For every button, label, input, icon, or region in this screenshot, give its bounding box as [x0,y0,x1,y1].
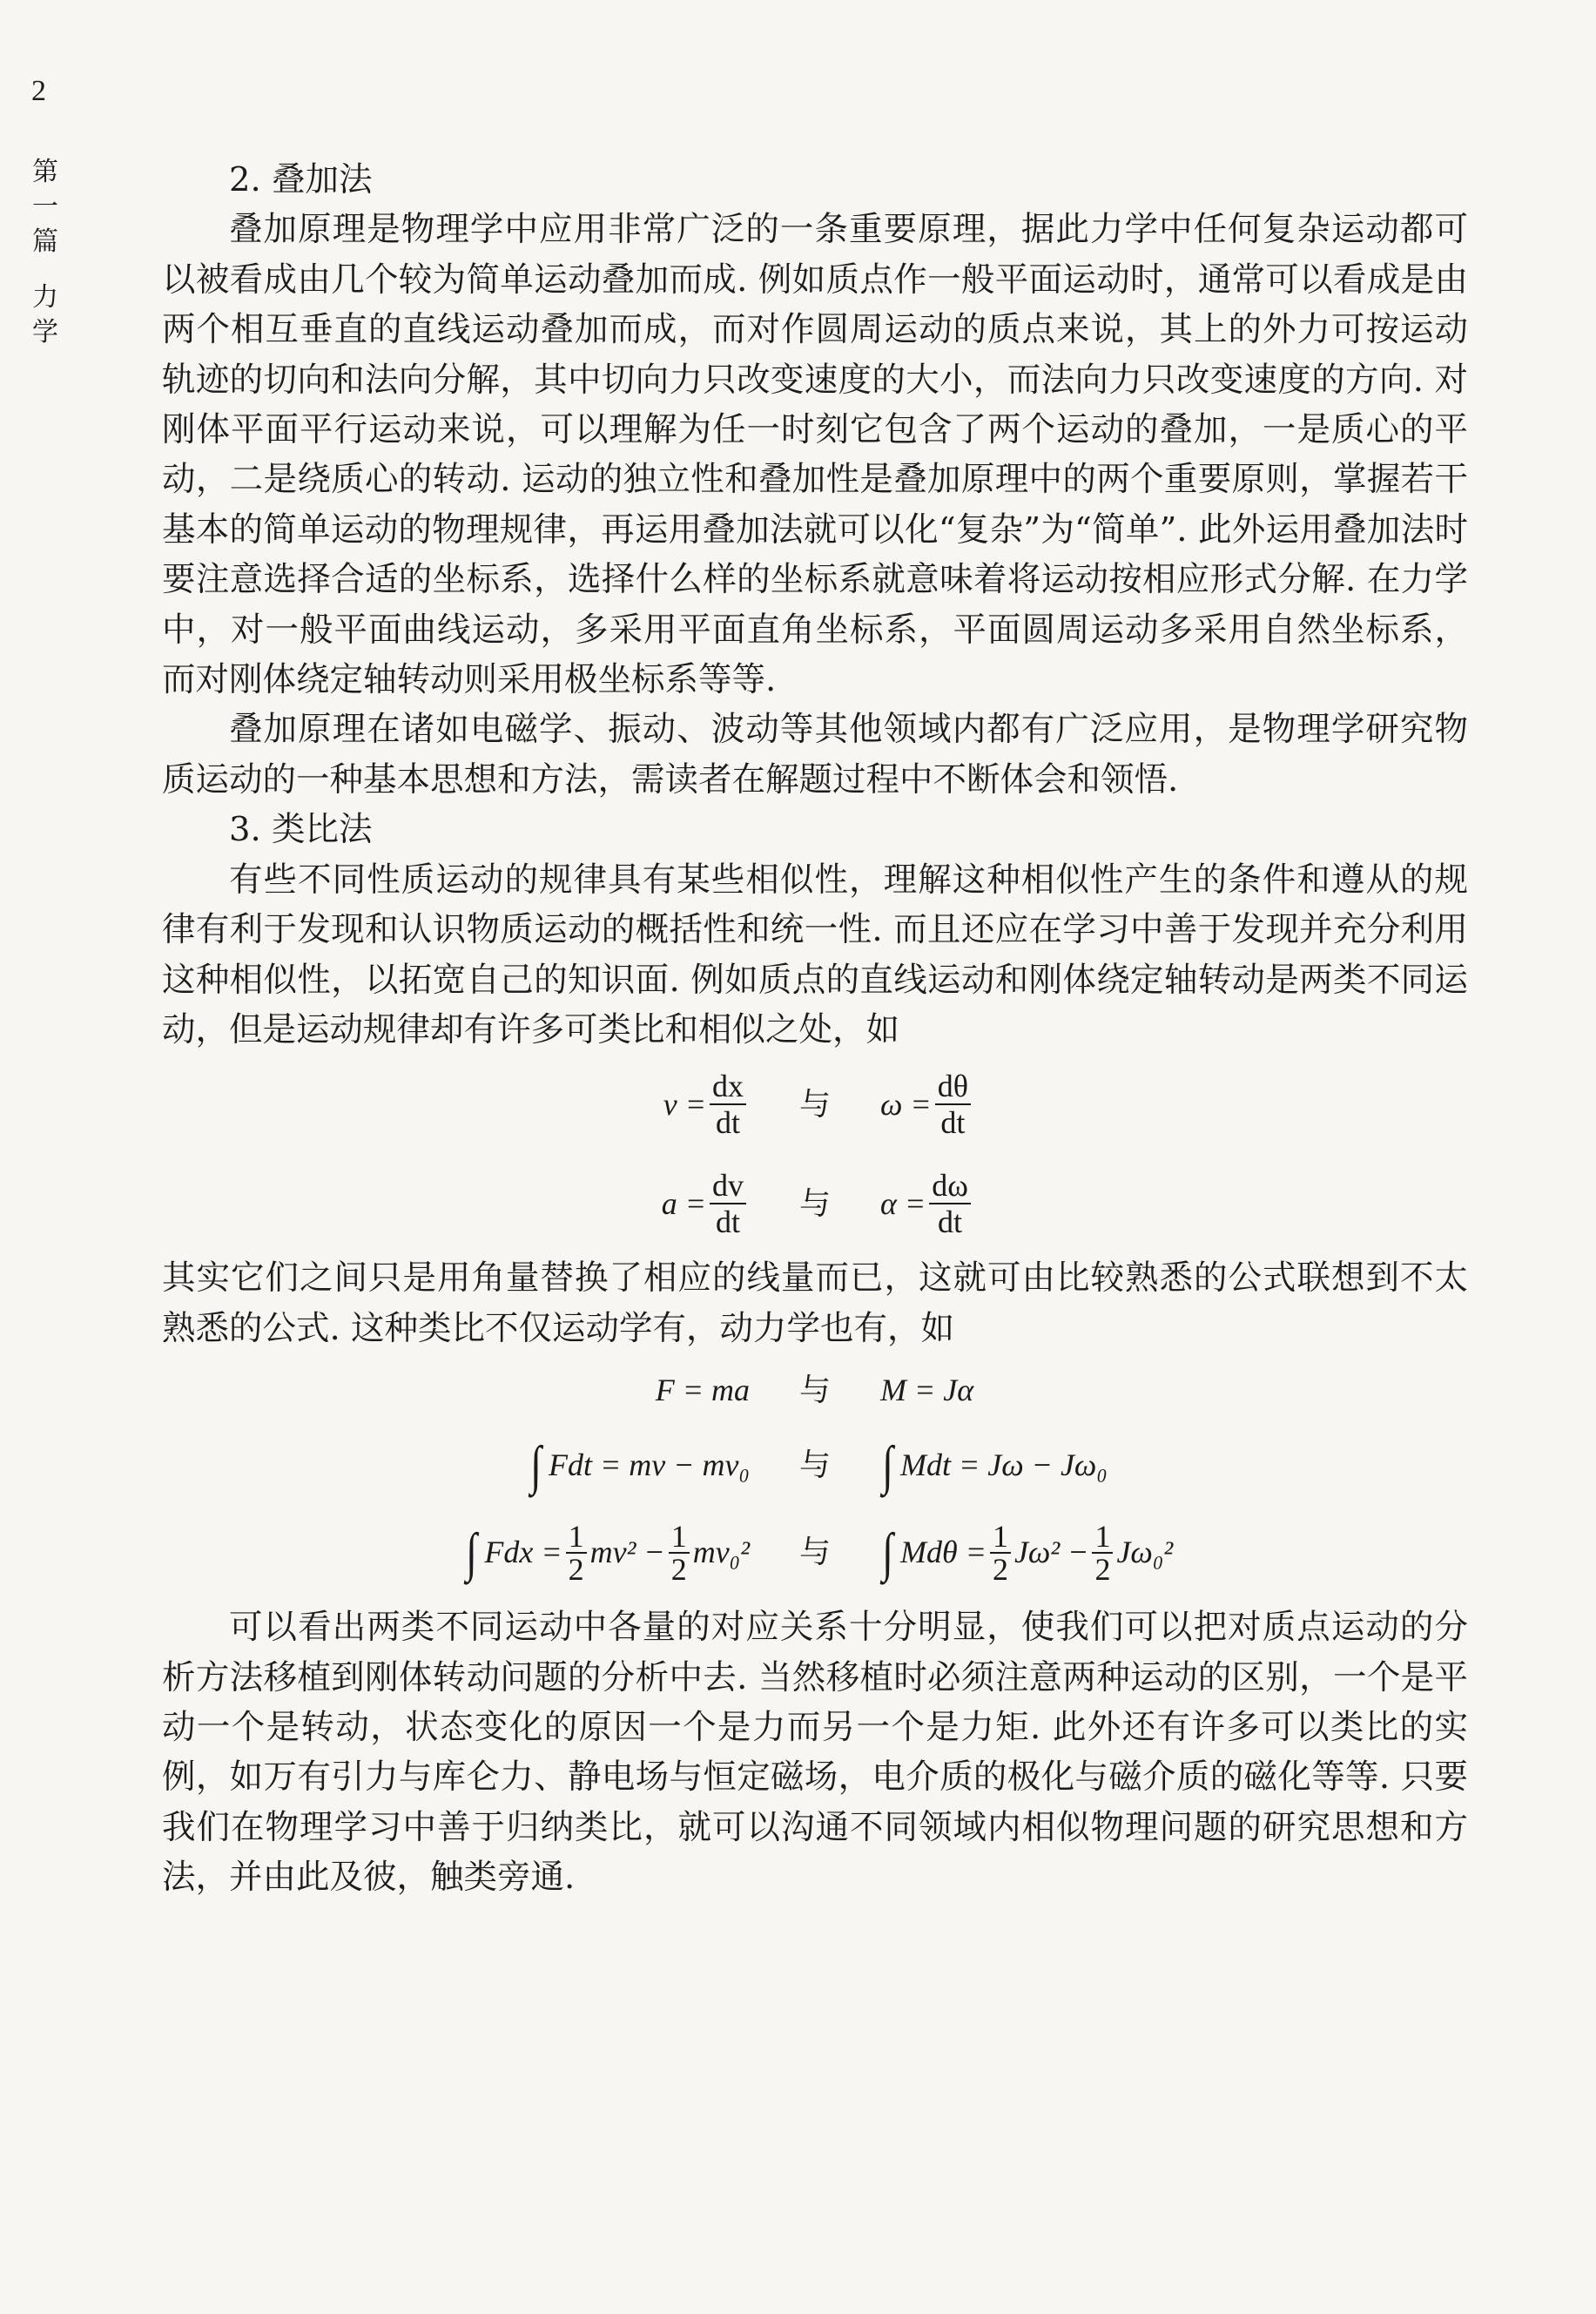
paragraph: 可以看出两类不同运动中各量的对应关系十分明显，使我们可以把对质点运动的分析方法移植到刚体转动问题的分析中去. 当然移植时必须注意两种运动的区别，一个是平动一个是转动，状态变化的原因一个是力而另一个是力矩. 此外还有许多可以类比的实例，如万有引力与库仑力、静电场与恒定磁场，电介质的极化与磁介质的磁化等等. 只要我们在物理学习中善于归纳类比，就可以沟通不同领域内相似物理问题的研究思想和方法，并由此及彼，触类旁通. [162,1608,1468,1898]
formula-lhs: a = [661,1185,706,1221]
kinematics-formulas [162,1055,1468,1253]
integral-sign: ∫ [530,1436,542,1496]
paragraph: 有些不同性质运动的规律具有某些相似性，理解这种相似性产生的条件和遵从的规律有利于发现和认识物质运动的概括性和统一性. 而且还应在学习中善于发现并充分利用这种相似性，以拓宽自己的知识面. 例如质点的直线运动和刚体绕定轴转动是两类不同运动，但是运动规律却有许多可类比和相似之处，如 [162,860,1468,1049]
running-head-char: 第 [32,157,58,187]
running-head-char: 力 [32,282,58,313]
formula: M = Jα [880,1373,974,1408]
formula-part: Jω² − [1013,1535,1089,1570]
integral-sign: ∫ [882,1436,893,1496]
fraction: $\frac{d\omega}{dt}$ [929,1168,971,1239]
formula: F = ma [655,1373,750,1408]
page-body [162,155,1468,1903]
paragraph: 叠加原理在诸如电磁学、振动、波动等其他领域内都有广泛应用，是物理学研究物质运动的一种基本思想和方法，需读者在解题过程中不断体会和领悟. [162,710,1468,799]
fraction: $\frac{1}{2}$ [566,1521,587,1585]
formula: Mdt = Jω − Jω₀ [899,1447,1108,1483]
formula-row [162,1353,1468,1428]
connector-text: 与 [798,1086,831,1123]
integral-sign: ∫ [466,1523,478,1583]
fraction: $\frac{d\theta}{dt}$ [935,1069,971,1140]
formula-row [162,1055,1468,1154]
fraction: $\frac{1}{2}$ [669,1521,690,1585]
formula-part: mv² − [589,1535,665,1570]
formula-lhs: v = [663,1086,706,1122]
formula-row [162,1154,1468,1253]
formula-part: mv₀² [692,1535,750,1570]
connector-text: 与 [798,1185,831,1222]
section-heading-analogy: 3. 类比法 [229,810,373,850]
fraction: $\frac{dx}{dt}$ [710,1069,746,1140]
connector-text: 与 [798,1535,831,1571]
formula-row [162,1428,1468,1503]
formula-part: Mdθ = [899,1535,987,1570]
running-head [28,155,63,350]
page-number: 2 [31,75,46,107]
section-heading-superposition: 2. 叠加法 [229,160,373,199]
connector-text: 与 [798,1373,831,1409]
running-head-char: 学 [32,317,58,347]
integral-sign: ∫ [882,1523,893,1583]
fraction: $\frac{dv}{dt}$ [710,1168,746,1239]
paragraph: 其实它们之间只是用角量替换了相应的线量而已，这就可由比较熟悉的公式联想到不太熟悉的公式. 这种类比不仅运动学有，动力学也有，如 [162,1258,1468,1348]
formula: Fdt = mv − mv₀ [548,1447,750,1483]
fraction: $\frac{1}{2}$ [1092,1521,1113,1585]
formula-lhs: ω = [880,1086,932,1122]
formula-part: Fdx = [484,1535,562,1570]
formula-part: Jω₀² [1116,1535,1174,1570]
running-head-char: 一 [32,192,58,222]
paragraph: 叠加原理是物理学中应用非常广泛的一条重要原理，据此力学中任何复杂运动都可以被看成由几个较为简单运动叠加而成. 例如质点作一般平面运动时，通常可以看成是由两个相互垂直的直线运动叠加而成，而对作圆周运动的质点来说，其上的外力可按运动轨迹的切向和法向分解，其中切向力只改变速度的大小，而法向力只改变速度的方向. 对刚体平面平行运动来说，可以理解为任一时刻它包含了两个运动的叠加，一是质心的平动，二是绕质心的转动. 运动的独立性和叠加性是叠加原理中的两个重要原则，掌握若干基本的简单运动的物理规律，再运用叠加法就可以化“复杂”为“简单”. 此外运用叠加法时要注意选择合适的坐标系，选择什么样的坐标系就意味着将运动按相应形式分解. 在力学中，对一般平面曲线运动，多采用平面直角坐标系，平面圆周运动多采用自然坐标系，而对刚体绕定轴转动则采用极坐标系等等. [162,210,1468,700]
formula-lhs: α = [880,1185,926,1221]
running-head-char: 篇 [32,226,58,257]
dynamics-formulas [162,1353,1468,1602]
connector-text: 与 [798,1447,831,1484]
fraction: $\frac{1}{2}$ [990,1521,1011,1585]
formula-row [162,1503,1468,1602]
